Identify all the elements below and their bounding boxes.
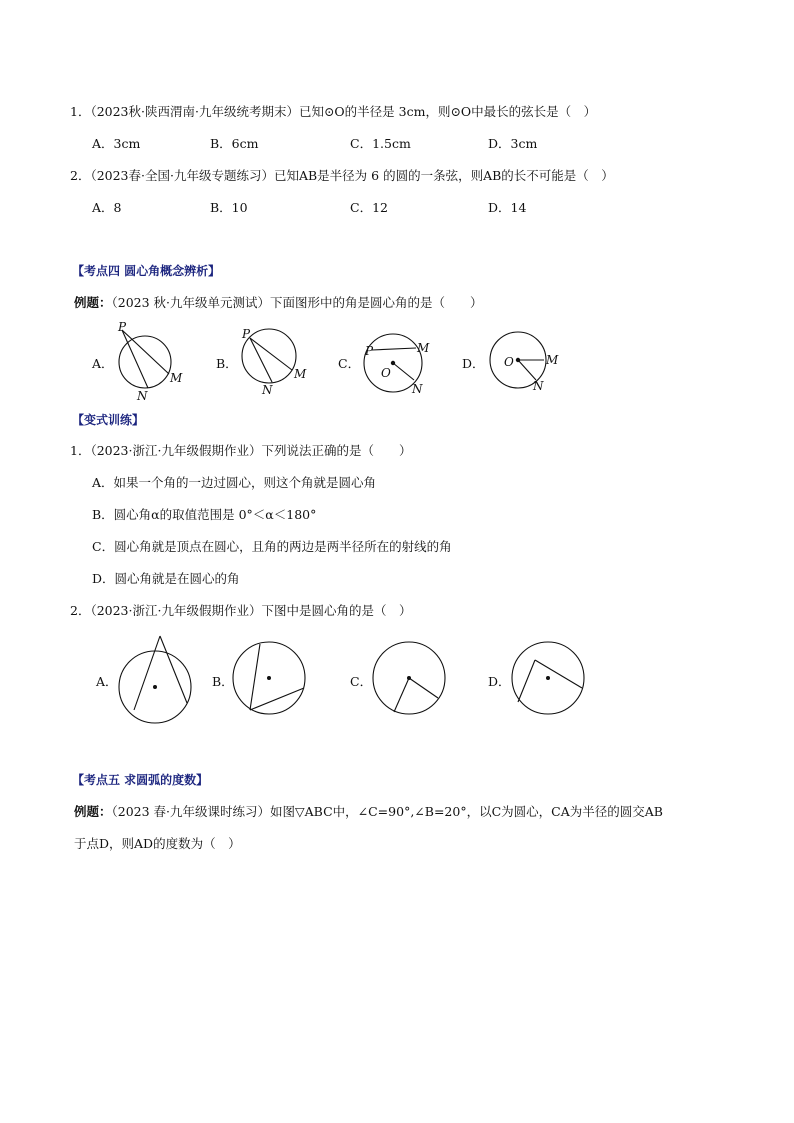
q2-option-a: A．8 [92,200,122,215]
point-m-label: M [294,367,307,381]
variant-q1-option-b: B．圆心角α的取值范围是 0°＜α＜180° [92,507,317,522]
question-2-stem: 2．（2023春·全国·九年级专题练习）已知AB是半径为 6 的圆的一条弦，则AB的长不可能是（ ） [70,168,614,183]
q2-option-c: C．12 [350,200,388,215]
section-4-heading: 【考点四 圆心角概念辨析】 [72,264,221,278]
point-o-label: O [381,366,391,380]
point-p-label: P [365,344,374,358]
fig4-d-circle-diagram [480,318,570,407]
section-5-example [74,804,663,820]
fig4-label-a: A． [92,356,114,371]
section-4-example [74,295,483,311]
section-5-example-cont: 于点D，则AD的度数为（ ） [74,836,241,851]
example-label: 例题： [74,295,112,310]
fig-v2-d-circle-diagram [506,636,590,723]
question-1-stem: 1．（2023秋·陕西渭南·九年级统考期末）已知⊙O的半径是 3cm，则⊙O中最长的弦长是（ ） [70,104,597,119]
variant-q1-option-d: D．圆心角就是在圆心的角 [92,571,240,586]
fig-v2-c-circle-diagram [366,636,450,723]
fig4-label-c: C． [338,356,361,371]
q2-option-b: B．10 [210,200,248,215]
fig-v2-label-b: B． [212,674,234,689]
point-m-label: M [546,353,559,367]
point-n-label: N [137,389,148,403]
fig-v2-label-d: D． [488,674,511,689]
fig4-label-d: D． [462,356,485,371]
point-m-label: M [170,371,183,385]
variant-q1-option-c: C．圆心角就是顶点在圆心，且角的两边是两半径所在的射线的角 [92,539,452,554]
fig4-a-circle-diagram [110,318,190,407]
fig4-b-circle-diagram [232,318,312,407]
fig4-c-circle-diagram [356,318,446,407]
point-m-label: M [417,341,430,355]
point-n-label: N [533,379,544,393]
point-p-label: P [118,320,127,334]
q2-option-d: D．14 [488,200,527,215]
fig4-label-b: B． [216,356,238,371]
q1-option-a: A．3cm [92,136,141,151]
variant-q2-stem: 2．（2023·浙江·九年级假期作业）下图中是圆心角的是（ ） [70,603,412,618]
fig-v2-a-circle-diagram [112,630,202,733]
q1-option-c: C．1.5cm [350,136,411,151]
q1-option-b: B．6cm [210,136,259,151]
fig-v2-label-c: C． [350,674,373,689]
point-p-label: P [242,327,251,341]
section-5-heading: 【考点五 求圆弧的度数】 [72,773,209,787]
point-n-label: N [262,383,273,397]
example-text: （2023 秋·九年级单元测试）下面图形中的角是圆心角的是（ ） [111,295,483,310]
example-text: （2023 春·九年级课时练习）如图▽ABC中，∠C=90°,∠B=20°，以C为圆心，CA为半径的圆交AB [111,804,663,819]
point-o-label: O [504,355,514,369]
example-label: 例题： [74,804,112,819]
fig-v2-label-a: A． [96,674,118,689]
fig-v2-b-circle-diagram [228,636,312,723]
variant-q1-stem: 1．（2023·浙江·九年级假期作业）下列说法正确的是（ ） [70,443,412,458]
point-n-label: N [412,382,423,396]
variant-q1-option-a: A．如果一个角的一边过圆心，则这个角就是圆心角 [92,475,377,490]
variant-heading: 【变式训练】 [72,413,145,427]
q1-option-d: D．3cm [488,136,538,151]
